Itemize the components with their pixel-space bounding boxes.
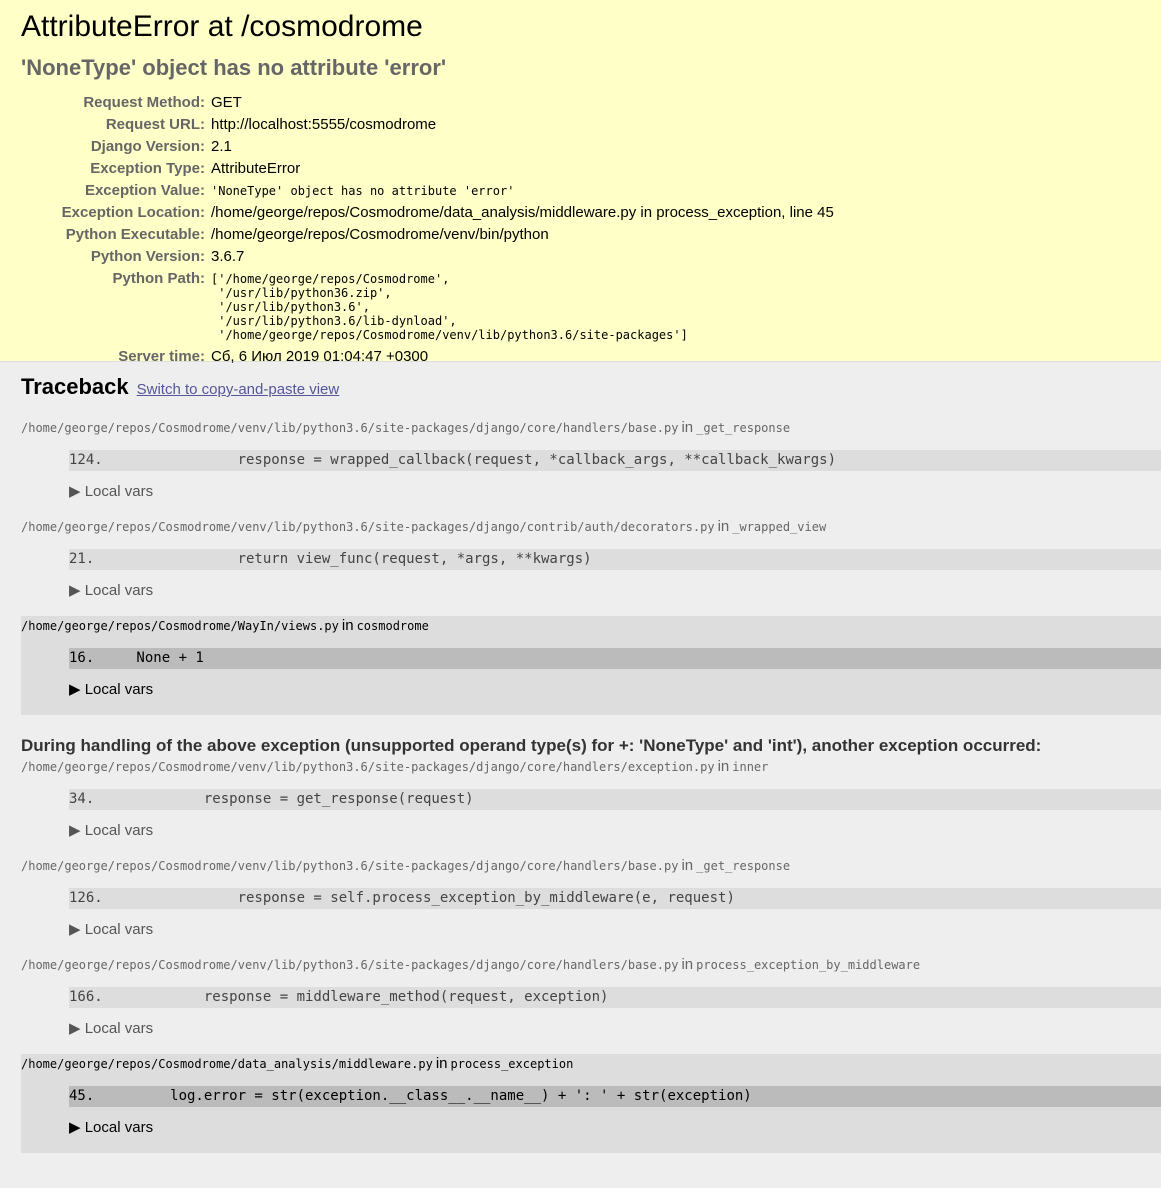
frame-file-path: /home/george/repos/Cosmodrome/venv/lib/python3.6/site-packages/django/core/handlers/exception.py	[21, 760, 715, 774]
frame-location	[21, 1054, 1161, 1074]
frame-location	[21, 856, 1161, 876]
traceback-frame	[21, 757, 1161, 856]
frame-file-path: /home/george/repos/Cosmodrome/venv/lib/python3.6/site-packages/django/core/handlers/base.py	[21, 421, 679, 435]
frame-function-name: _wrapped_view	[732, 520, 827, 534]
meta-row	[21, 180, 834, 202]
meta-label: Python Executable:	[65, 226, 205, 243]
traceback-frame	[21, 1054, 1161, 1153]
frame-function-name: cosmodrome	[356, 619, 429, 633]
frame-function-name: _get_response	[696, 859, 791, 873]
traceback-title: Traceback	[21, 374, 129, 399]
meta-row	[21, 202, 834, 224]
traceback-frame	[21, 517, 1161, 616]
frame-code-line[interactable]: 126. response = self.process_exception_by_middleware(e, request)	[69, 888, 1161, 909]
frames-list	[21, 757, 1161, 1153]
frame-function-name: process_exception_by_middleware	[696, 958, 921, 972]
frame-location	[21, 955, 1161, 975]
frame-spacer	[21, 842, 1161, 856]
meta-row	[21, 92, 834, 114]
meta-value: AttributeError	[211, 160, 301, 177]
traceback-section	[0, 362, 1161, 1153]
summary-panel	[0, 0, 1161, 365]
meta-value: 'NoneType' object has no attribute 'error'	[211, 184, 515, 198]
frame-code-line[interactable]: 45. log.error = str(exception.__class__.__name__) + ': ' + str(exception)	[69, 1086, 1161, 1107]
meta-value: http://localhost:5555/cosmodrome	[211, 116, 437, 133]
frame-file-path: /home/george/repos/Cosmodrome/venv/lib/python3.6/site-packages/django/core/handlers/base.py	[21, 958, 679, 972]
frame-in-word: in	[435, 1055, 448, 1072]
page-title: AttributeError at /cosmodrome	[21, 10, 423, 43]
frame-spacer	[21, 1040, 1161, 1054]
traceback-frame	[21, 955, 1161, 1054]
frame-location	[21, 757, 1161, 777]
exception-subtitle: 'NoneType' object has no attribute 'error'	[21, 55, 447, 80]
meta-label: Server time:	[118, 348, 205, 365]
local-vars-toggle[interactable]: ▶ Local vars	[69, 582, 154, 599]
traceback-frame	[21, 418, 1161, 517]
server-time-value: Сб, 6 Июл 2019 01:04:47 +0300	[211, 348, 429, 365]
frame-in-word: in	[681, 419, 694, 436]
meta-body	[21, 92, 834, 268]
meta-row	[21, 158, 834, 180]
local-vars-toggle[interactable]: ▶ Local vars	[69, 1119, 154, 1136]
meta-label: Exception Location:	[61, 204, 205, 221]
traceback-frame	[21, 856, 1161, 955]
frame-in-word: in	[717, 758, 730, 775]
frame-spacer	[21, 1139, 1161, 1153]
request-meta-table	[21, 92, 834, 368]
meta-label: Python Path:	[112, 270, 205, 287]
frame-in-word: in	[681, 857, 694, 874]
meta-row-python-path	[21, 268, 834, 346]
python-path-value: ['/home/george/repos/Cosmodrome', '/usr/lib/python36.zip', '/usr/lib/python3.6', '/usr/lib/python3.6/lib-dynload', '/home/george/repos/Cosmodrome/venv/lib/python3.6/site-packages']	[211, 272, 688, 342]
frame-file-path: /home/george/repos/Cosmodrome/data_analysis/middleware.py	[21, 1057, 433, 1071]
chained-exception-note: During handling of the above exception (unsupported operand type(s) for +: 'NoneType' and 'int'), another exception occurred:	[21, 736, 1042, 755]
frame-spacer	[21, 503, 1161, 517]
frame-code-line[interactable]: 124. response = wrapped_callback(request, *callback_args, **callback_kwargs)	[69, 450, 1161, 471]
frame-location	[21, 418, 1161, 438]
meta-row	[21, 136, 834, 158]
meta-label: Request Method:	[83, 94, 205, 111]
frame-location	[21, 517, 1161, 537]
frame-in-word: in	[341, 617, 354, 634]
meta-value-cell	[211, 268, 834, 346]
frame-code-line[interactable]: 166. response = middleware_method(request, exception)	[69, 987, 1161, 1008]
frame-file-path: /home/george/repos/Cosmodrome/venv/lib/python3.6/site-packages/django/core/handlers/base.py	[21, 859, 679, 873]
frame-function-name: inner	[732, 760, 769, 774]
traceback-frame	[21, 616, 1161, 715]
frame-spacer	[21, 941, 1161, 955]
frame-code-line[interactable]: 34. response = get_response(request)	[69, 789, 1161, 810]
frame-function-name: _get_response	[696, 421, 791, 435]
traceback-header	[21, 374, 1161, 400]
meta-label: Django Version:	[90, 138, 205, 155]
meta-value: /home/george/repos/Cosmodrome/data_analysis/middleware.py in process_exception, line 45	[211, 204, 834, 221]
local-vars-toggle[interactable]: ▶ Local vars	[69, 681, 154, 698]
local-vars-toggle[interactable]: ▶ Local vars	[69, 921, 154, 938]
frame-function-name: process_exception	[450, 1057, 574, 1071]
local-vars-toggle[interactable]: ▶ Local vars	[69, 483, 154, 500]
local-vars-toggle[interactable]: ▶ Local vars	[69, 822, 154, 839]
frame-in-word: in	[681, 956, 694, 973]
meta-row	[21, 246, 834, 268]
meta-label: Exception Type:	[90, 160, 205, 177]
meta-value: 3.6.7	[211, 248, 245, 265]
frame-spacer	[21, 602, 1161, 616]
frame-in-word: in	[717, 518, 730, 535]
meta-label: Python Version:	[90, 248, 205, 265]
frame-code-line[interactable]: 21. return view_func(request, *args, **kwargs)	[69, 549, 1161, 570]
frame-spacer	[21, 701, 1161, 715]
switch-view-link[interactable]: Switch to copy-and-paste view	[136, 381, 340, 398]
meta-label: Request URL:	[105, 116, 205, 133]
local-vars-toggle[interactable]: ▶ Local vars	[69, 1020, 154, 1037]
meta-value: /home/george/repos/Cosmodrome/venv/bin/python	[211, 226, 549, 243]
meta-value: GET	[211, 94, 242, 111]
meta-value: 2.1	[211, 138, 232, 155]
frames-list	[21, 418, 1161, 715]
meta-row	[21, 224, 834, 246]
frame-code-line[interactable]: 16. None + 1	[69, 648, 1161, 669]
meta-label: Exception Value:	[84, 182, 205, 199]
frame-file-path: /home/george/repos/Cosmodrome/venv/lib/python3.6/site-packages/django/contrib/auth/decorators.py	[21, 520, 715, 534]
meta-row	[21, 114, 834, 136]
frame-location	[21, 616, 1161, 636]
frame-file-path: /home/george/repos/Cosmodrome/WayIn/views.py	[21, 619, 339, 633]
